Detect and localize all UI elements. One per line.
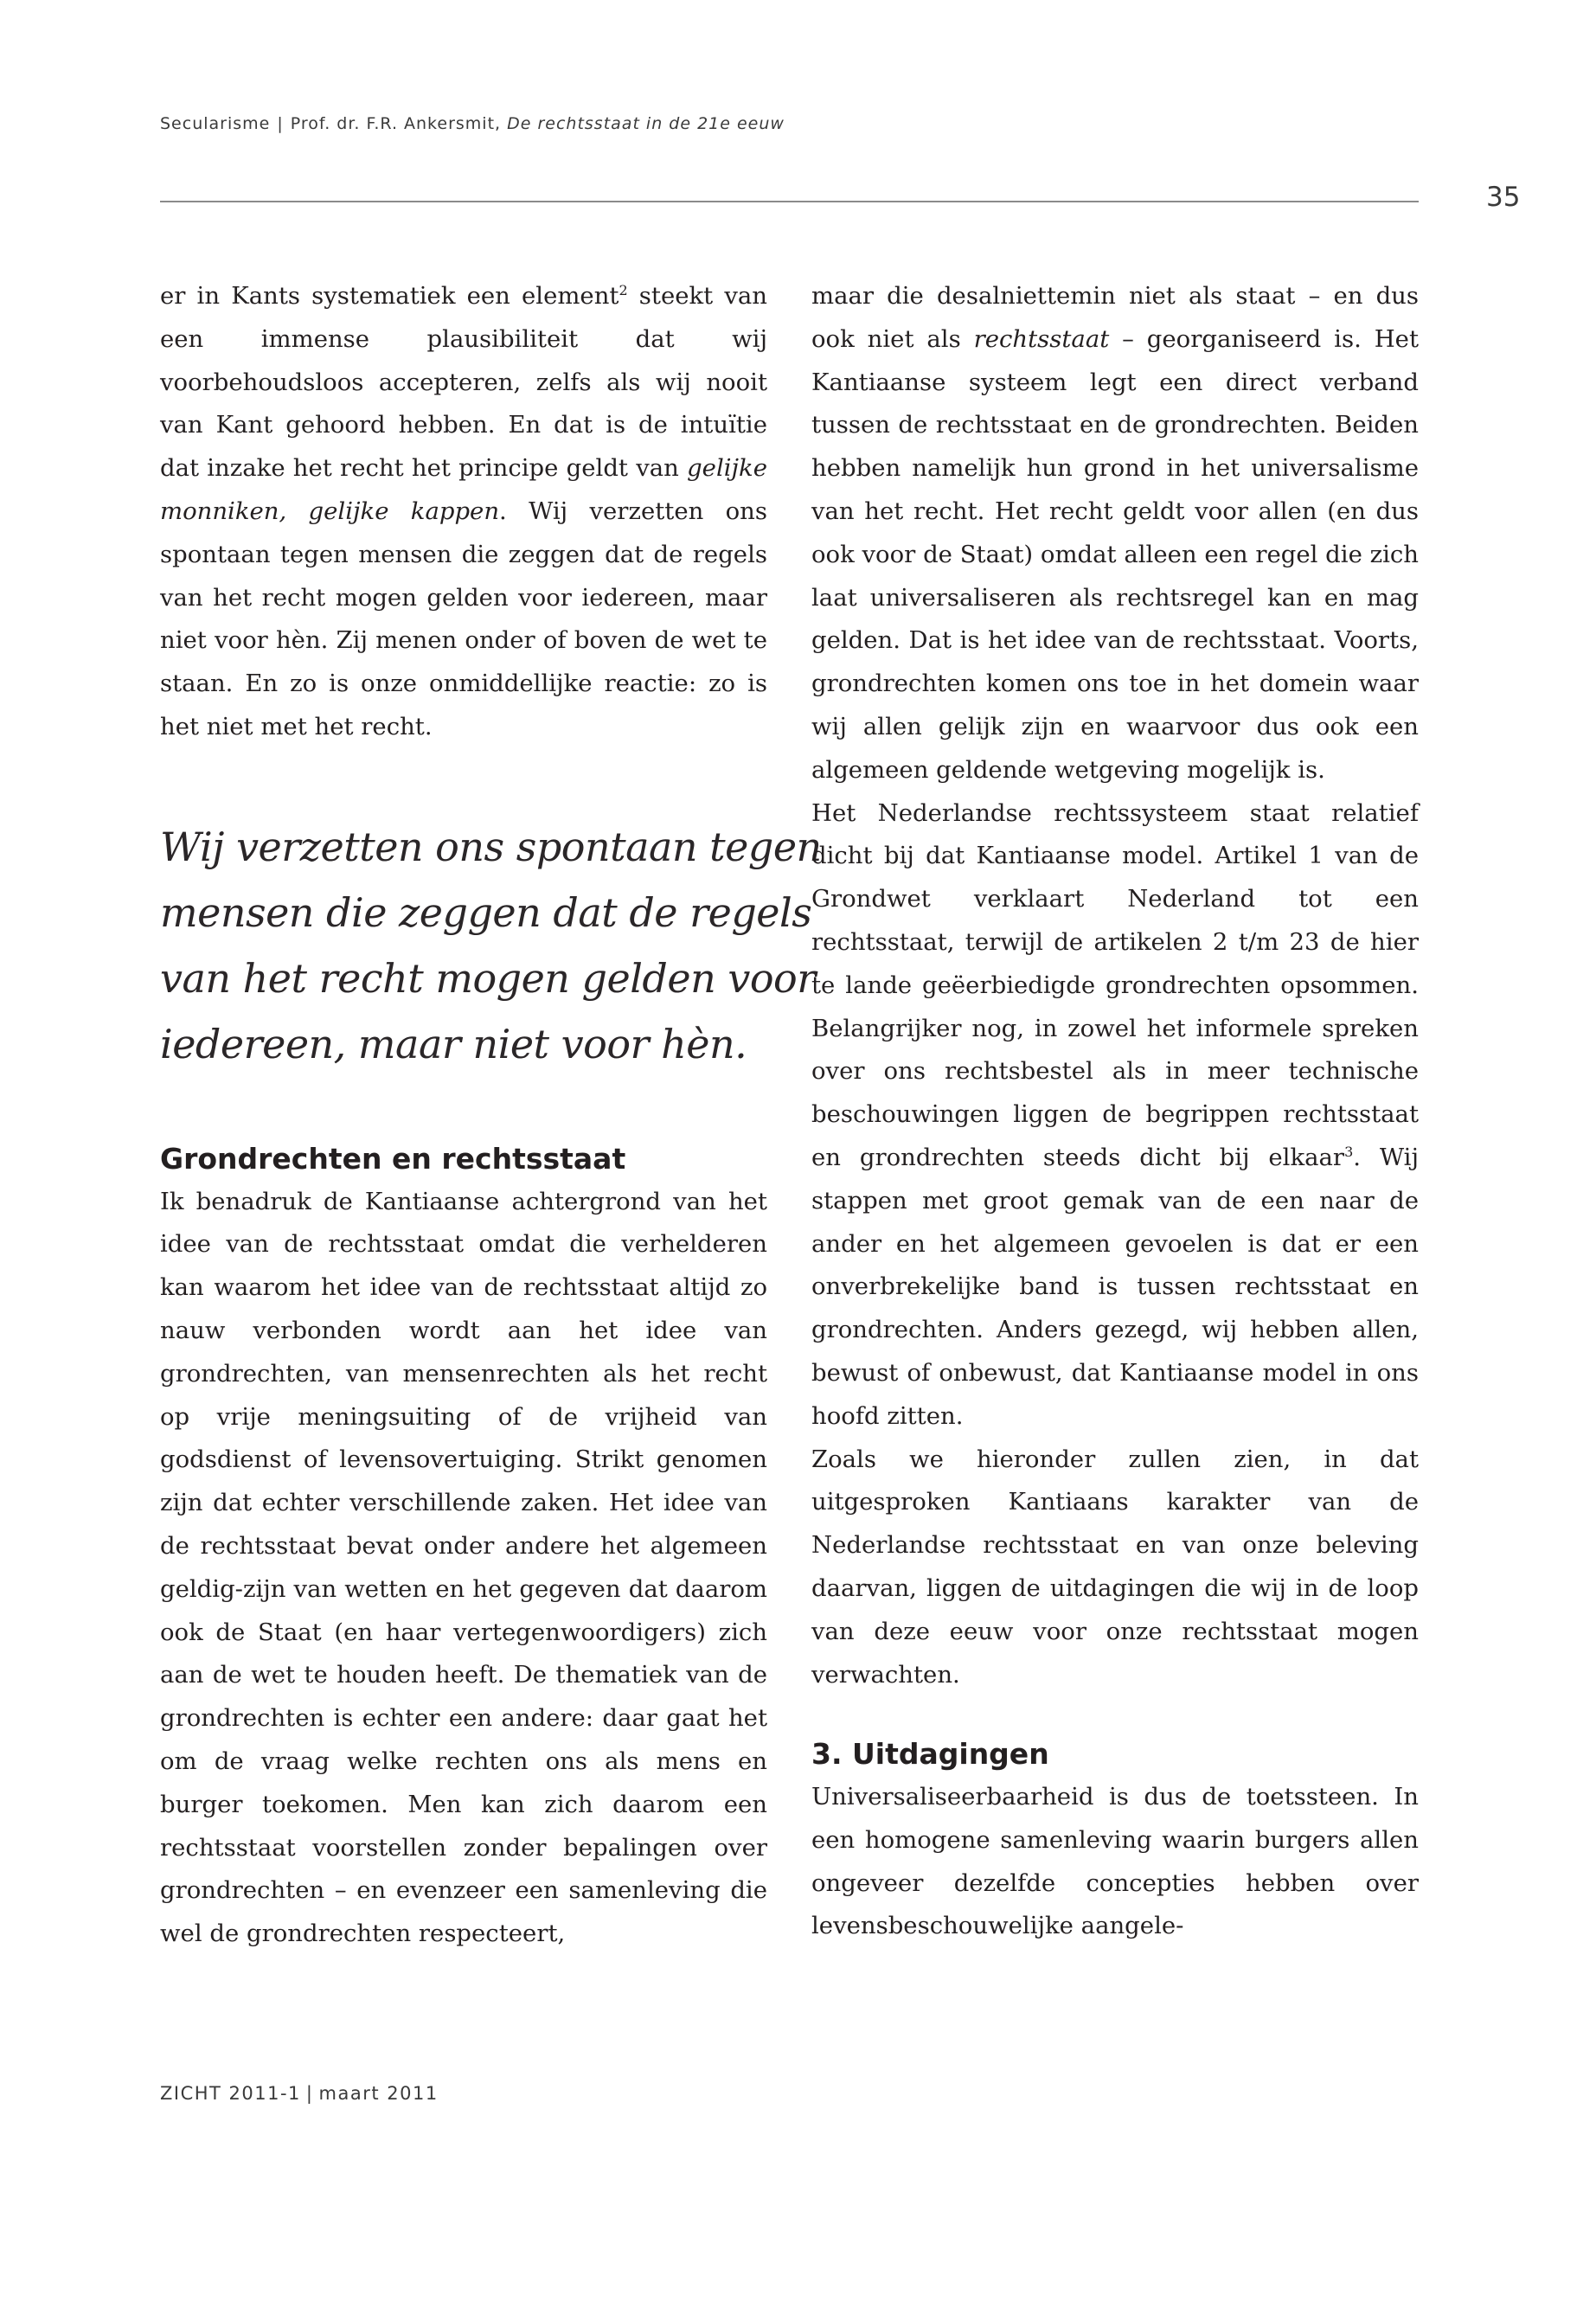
left-p1-italic-phrase: gelijke monniken, gelijke kappen: [160, 454, 767, 525]
page-number: 35: [1486, 182, 1521, 213]
left-p1-text-a: er in Kants systematiek een element: [160, 282, 619, 310]
running-head-author: Prof. dr. F.R. Ankersmit,: [290, 114, 502, 133]
left-p1-text-b: steekt van een immense plausibiliteit dat wij voorbehoudsloos accepteren, zelfs als wij nooit van Kant gehoord hebben. En dat is de intuïtie dat inzake het recht het principe geldt van: [160, 282, 767, 483]
section-heading-grondrechten: Grondrechten en rechtsstaat: [160, 1141, 626, 1176]
right-paragraph-2: [811, 792, 1419, 1439]
right-p1-text-a: maar die desalniettemin niet als staat – en dus ook niet als: [811, 282, 1419, 353]
left-column: [160, 275, 822, 1956]
footer-separator: |: [305, 2083, 314, 2104]
right-p2-text-b: . Wij stappen met groot gemak van de een naar de ander en het algemeen gevoelen is dat er een onverbrekelijke band is tussen rechtsstaat en grondrechten. Anders gezegd, wij hebben allen, bewust of onbewust, dat Kantiaanse model in ons hoofd zitten.: [811, 1143, 1419, 1430]
running-head-separator: |: [277, 114, 284, 133]
right-p1-text-b: – georganiseerd is. Het Kantiaanse systeem legt een direct verband tussen de rechtsstaat en de grondrechten. Beiden hebben namelijk hun grond in het universalisme van het recht. Het recht geldt voor allen (en dus ook voor de Staat) omdat alleen een regel die zich laat universaliseren als rechtsregel kan en mag gelden. Dat is het idee van de rechtsstaat. Voorts, grondrechten komen ons toe in het domein waar wij allen gelijk zijn en waarvoor dus ook een algemeen geldende wetgeving mogelijk is.: [811, 324, 1419, 784]
left-paragraph-2: Ik benadruk de Kantiaanse achtergrond van het idee van de rechtsstaat omdat die verhelderen kan waarom het idee van de rechtsstaat altijd zo nauw verbonden wordt aan het idee van grondrechten, van mensenrechten als het recht op vrije meningsuiting of de vrijheid van godsdienst of levensovertuiging. Strikt genomen zijn dat echter verschillende zaken. Het idee van de rechtsstaat bevat onder andere het algemeen geldig-zijn van wetten en het gegeven dat daarom ook de Staat (en haar vertegenwoordigers) zich aan de wet te houden heeft. De thematiek van de grondrechten is echter een andere: daar gaat het om de vraag welke rechten ons als mens en burger toekomen. Men kan zich daarom een rechtsstaat voorstellen zonder bepalingen over grondrechten – en evenzeer een samenleving die wel de grondrechten respecteert,: [160, 1187, 767, 1948]
right-paragraph-4: Universaliseerbaarheid is dus de toetssteen. In een homogene samenleving waarin burgers allen ongeveer dezelfde concepties hebben over levensbeschouwelijke aangele-: [811, 1783, 1419, 1940]
pull-quote-line: mensen die zeggen dat de regels: [160, 888, 812, 936]
header-rule: [160, 201, 1419, 202]
right-p2-text-a: Het Nederlandse rechtssysteem staat relatief dicht bij dat Kantiaanse model. Artikel 1 van de Grondwet verklaart Nederland tot een rechtsstaat, terwijl de artikelen 2 t/m 23 de hier te lande geëerbiedigde grondrechten opsommen. Belangrijker nog, in zowel het informele spreken over ons rechtsbestel als in meer technische beschouwingen liggen de begrippen rechtsstaat en grondrechten steeds dicht bij elkaar: [811, 798, 1419, 1171]
right-paragraph-1: [811, 275, 1419, 792]
footer-date: maart 2011: [318, 2083, 439, 2104]
footnote-ref-3: 3: [1344, 1143, 1354, 1160]
page-footer: [160, 2083, 439, 2104]
right-column: [811, 275, 1419, 1948]
section-heading-uitdagingen: 3. Uitdagingen: [811, 1737, 1049, 1772]
footnote-ref-2: 2: [619, 281, 628, 298]
right-paragraph-3: Zoals we hieronder zullen zien, in dat uitgesproken Kantiaans karakter van de Nederlandse rechtsstaat en van onze beleving daarvan, liggen de uitdagingen die wij in de loop van deze eeuw voor onze rechtsstaat mogen verwachten.: [811, 1445, 1419, 1689]
running-head: [160, 114, 785, 133]
running-head-title: De rechtsstaat in de 21e eeuw: [507, 114, 785, 133]
footer-journal: ZICHT 2011-1: [160, 2083, 301, 2104]
pull-quote-line: iedereen, maar niet voor hèn.: [160, 1020, 747, 1067]
pull-quote-line: Wij verzetten ons spontaan tegen: [160, 823, 822, 870]
pull-quote: [160, 814, 822, 1077]
left-paragraph-1: [160, 275, 767, 749]
pull-quote-line: van het recht mogen gelden voor: [160, 954, 816, 1002]
right-p1-italic-word: rechtsstaat: [973, 324, 1110, 353]
running-head-section: Secularisme: [160, 114, 271, 133]
left-p1-text-c: . Wij verzetten ons spontaan tegen mensen die zeggen dat de regels van het recht mogen gelden voor iedereen, maar niet voor hèn. Zij menen onder of boven de wet te staan. En zo is onze onmiddellijke reactie: zo is het niet met het recht.: [160, 497, 767, 740]
